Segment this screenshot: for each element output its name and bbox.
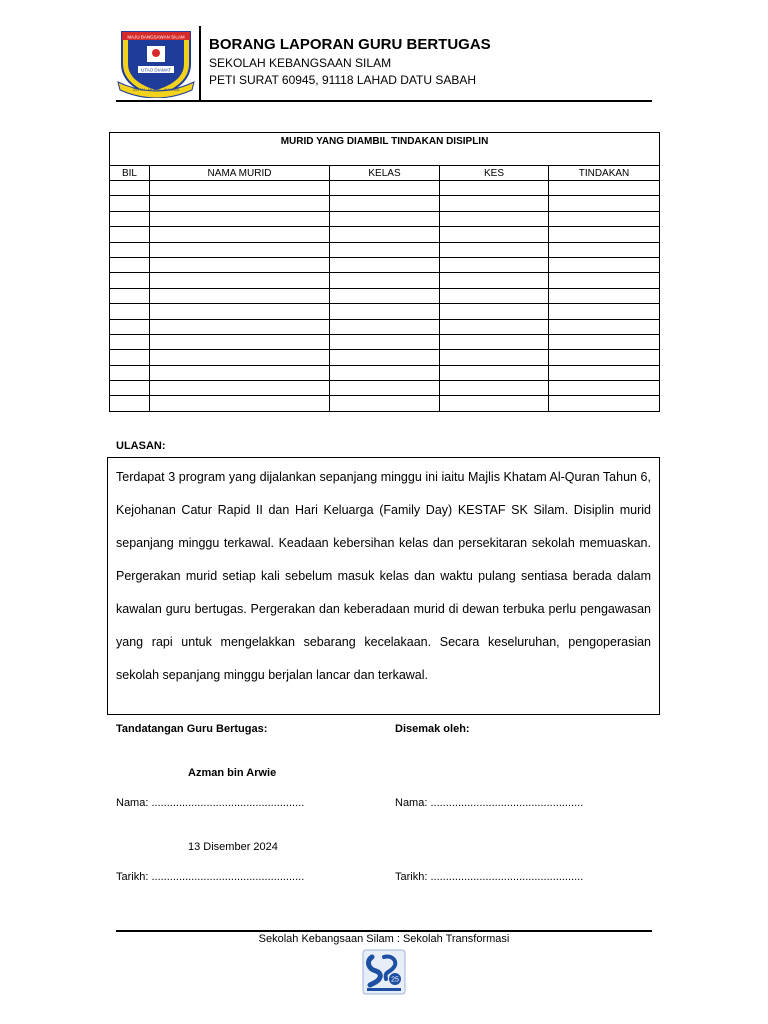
table-cell[interactable] bbox=[110, 396, 150, 411]
table-row bbox=[110, 288, 660, 303]
table-cell[interactable] bbox=[549, 381, 660, 396]
svg-text:CINTAI · MURNI · AMALAN: CINTAI · MURNI · AMALAN bbox=[132, 88, 180, 92]
table-cell[interactable] bbox=[440, 334, 549, 349]
table-cell[interactable] bbox=[150, 350, 330, 365]
svg-text:25: 25 bbox=[391, 976, 399, 984]
table-row bbox=[110, 273, 660, 288]
table-cell[interactable] bbox=[150, 288, 330, 303]
table-cell[interactable] bbox=[330, 334, 440, 349]
table-row bbox=[110, 196, 660, 211]
table-row bbox=[110, 396, 660, 411]
table-cell[interactable] bbox=[549, 304, 660, 319]
table-cell[interactable] bbox=[440, 319, 549, 334]
form-title: BORANG LAPORAN GURU BERTUGAS bbox=[209, 36, 491, 53]
table-cell[interactable] bbox=[549, 196, 660, 211]
table-cell[interactable] bbox=[110, 304, 150, 319]
header-rule bbox=[116, 100, 652, 102]
table-cell[interactable] bbox=[150, 304, 330, 319]
table-cell[interactable] bbox=[549, 350, 660, 365]
table-cell[interactable] bbox=[150, 381, 330, 396]
table-cell[interactable] bbox=[150, 319, 330, 334]
table-cell[interactable] bbox=[440, 273, 549, 288]
table-row bbox=[110, 181, 660, 196]
teacher-name: Azman bin Arwie bbox=[188, 767, 277, 779]
table-cell[interactable] bbox=[330, 227, 440, 242]
teacher-nama-line: Nama: .................................................. bbox=[116, 797, 305, 809]
table-cell[interactable] bbox=[440, 196, 549, 211]
table-cell[interactable] bbox=[440, 257, 549, 272]
table-cell[interactable] bbox=[330, 304, 440, 319]
column-header: TINDAKAN bbox=[549, 166, 660, 181]
table-row bbox=[110, 304, 660, 319]
table-cell[interactable] bbox=[440, 288, 549, 303]
column-header: NAMA MURID bbox=[150, 166, 330, 181]
table-cell[interactable] bbox=[330, 196, 440, 211]
header-divider bbox=[199, 26, 201, 100]
svg-text:UTAO DIAMAT: UTAO DIAMAT bbox=[140, 67, 172, 73]
table-row bbox=[110, 227, 660, 242]
table-cell[interactable] bbox=[150, 273, 330, 288]
table-cell[interactable] bbox=[150, 196, 330, 211]
table-cell[interactable] bbox=[549, 396, 660, 411]
table-cell[interactable] bbox=[549, 211, 660, 226]
table-row bbox=[110, 211, 660, 226]
table-cell[interactable] bbox=[110, 196, 150, 211]
table-cell[interactable] bbox=[150, 211, 330, 226]
table-cell[interactable] bbox=[440, 227, 549, 242]
table-row bbox=[110, 365, 660, 380]
table-cell[interactable] bbox=[110, 273, 150, 288]
table-header-row bbox=[110, 166, 660, 181]
table-cell[interactable] bbox=[110, 334, 150, 349]
table-cell[interactable] bbox=[549, 242, 660, 257]
table-cell[interactable] bbox=[150, 334, 330, 349]
table-cell[interactable] bbox=[330, 273, 440, 288]
footer-text: Sekolah Kebangsaan Silam : Sekolah Transformasi bbox=[258, 933, 510, 945]
table-cell[interactable] bbox=[110, 211, 150, 226]
table-cell[interactable] bbox=[150, 396, 330, 411]
table-cell[interactable] bbox=[110, 365, 150, 380]
table-cell[interactable] bbox=[440, 211, 549, 226]
table-cell[interactable] bbox=[330, 242, 440, 257]
table-cell[interactable] bbox=[110, 350, 150, 365]
table-cell[interactable] bbox=[110, 181, 150, 196]
table-cell[interactable] bbox=[110, 381, 150, 396]
teacher-signature-label: Tandatangan Guru Bertugas: bbox=[116, 723, 268, 735]
column-header: KELAS bbox=[330, 166, 440, 181]
table-cell[interactable] bbox=[330, 288, 440, 303]
table-cell[interactable] bbox=[150, 227, 330, 242]
table-cell[interactable] bbox=[549, 288, 660, 303]
reviewer-signature-label: Disemak oleh: bbox=[395, 723, 470, 735]
table-cell[interactable] bbox=[330, 181, 440, 196]
transformation-school-logo bbox=[362, 949, 406, 995]
discipline-table bbox=[109, 132, 660, 412]
table-cell[interactable] bbox=[549, 334, 660, 349]
table-cell[interactable] bbox=[110, 288, 150, 303]
table-cell[interactable] bbox=[440, 396, 549, 411]
table-cell[interactable] bbox=[330, 319, 440, 334]
table-cell[interactable] bbox=[330, 257, 440, 272]
column-header: KES bbox=[440, 166, 549, 181]
table-cell[interactable] bbox=[440, 181, 549, 196]
table-cell[interactable] bbox=[110, 319, 150, 334]
table-row bbox=[110, 334, 660, 349]
table-cell[interactable] bbox=[150, 257, 330, 272]
report-date: 13 Disember 2024 bbox=[188, 841, 278, 853]
teacher-tarikh-line: Tarikh: .................................................. bbox=[116, 871, 305, 883]
school-name: SEKOLAH KEBANGSAAN SILAM bbox=[209, 56, 392, 70]
table-row bbox=[110, 319, 660, 334]
table-cell[interactable] bbox=[110, 227, 150, 242]
table-cell[interactable] bbox=[440, 242, 549, 257]
table-cell[interactable] bbox=[150, 181, 330, 196]
table-cell[interactable] bbox=[440, 381, 549, 396]
table-cell[interactable] bbox=[440, 304, 549, 319]
table-row bbox=[110, 257, 660, 272]
table-cell[interactable] bbox=[549, 257, 660, 272]
table-cell[interactable] bbox=[330, 211, 440, 226]
table-cell[interactable] bbox=[549, 273, 660, 288]
table-row bbox=[110, 350, 660, 365]
table-cell[interactable] bbox=[110, 257, 150, 272]
table-cell[interactable] bbox=[330, 350, 440, 365]
ulasan-label: ULASAN: bbox=[116, 440, 166, 452]
school-crest-logo bbox=[116, 24, 196, 98]
ulasan-text: Terdapat 3 program yang dijalankan sepanjang minggu ini iaitu Majlis Khatam Al-Quran Tahun 6, Kejohanan Catur Rapid II dan Hari Keluarga (Family Day) KESTAF SK Silam. Disiplin murid sepanjang minggu terkawal. Keadaan kebersihan kelas dan persekitaran sekolah memuaskan. Pergerakan murid setiap kali sebelum masuk kelas dan waktu pulang sentiasa berada dalam kawalan guru bertugas. Pergerakan dan keberadaan murid di dewan terbuka perlu pengawasan yang rapi untuk mengelakkan sebarang kecelakaan. Secara keseluruhan, pengoperasian sekolah sepanjang minggu berjalan lancar dan terkawal. bbox=[116, 470, 651, 682]
reviewer-nama-line: Nama: .................................................. bbox=[395, 797, 584, 809]
table-cell[interactable] bbox=[549, 319, 660, 334]
table-cell[interactable] bbox=[330, 365, 440, 380]
table-cell[interactable] bbox=[549, 181, 660, 196]
table-row bbox=[110, 242, 660, 257]
table-cell[interactable] bbox=[330, 396, 440, 411]
table-cell[interactable] bbox=[440, 350, 549, 365]
table-row bbox=[110, 381, 660, 396]
column-header: BIL bbox=[110, 166, 150, 181]
reviewer-tarikh-line: Tarikh: .................................................. bbox=[395, 871, 584, 883]
footer-rule bbox=[116, 930, 652, 932]
table-caption: MURID YANG DIAMBIL TINDAKAN DISIPLIN bbox=[110, 133, 660, 166]
table-cell[interactable] bbox=[549, 227, 660, 242]
svg-text:MAJU BANGSAWAN SILAM: MAJU BANGSAWAN SILAM bbox=[127, 34, 185, 40]
table-cell[interactable] bbox=[440, 365, 549, 380]
table-cell[interactable] bbox=[150, 242, 330, 257]
table-cell[interactable] bbox=[330, 381, 440, 396]
table-cell[interactable] bbox=[110, 242, 150, 257]
school-address: PETI SURAT 60945, 91118 LAHAD DATU SABAH bbox=[209, 73, 476, 87]
table-cell[interactable] bbox=[549, 365, 660, 380]
table-cell[interactable] bbox=[150, 365, 330, 380]
